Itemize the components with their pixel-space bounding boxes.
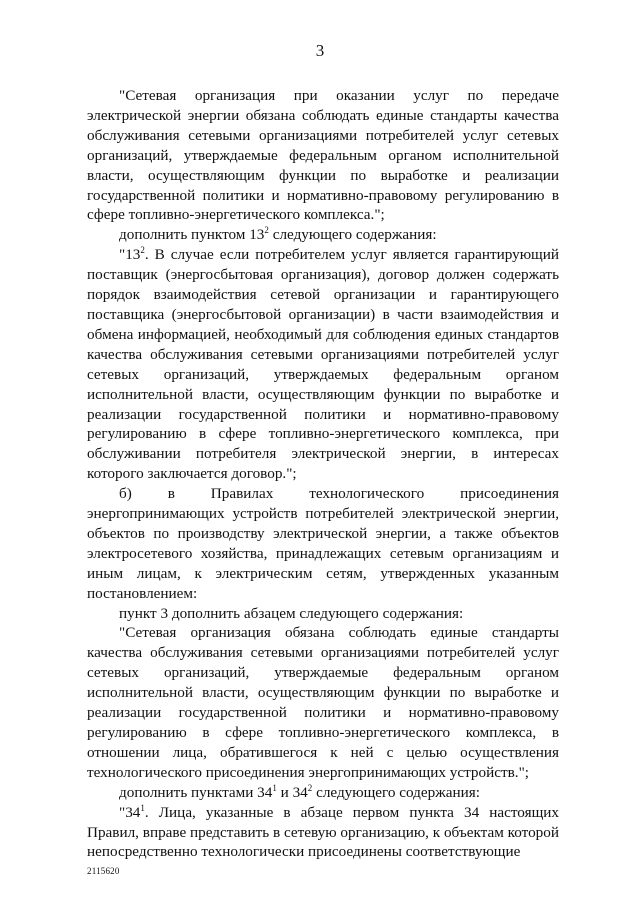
paragraph-text: . Лица, указанные в абзаце первом пункта 34 настоящих Правил, вправе представить в сетевую организацию, к объектам которой непосредственно технологически присоединены соответствующие <box>87 803 559 861</box>
paragraph-text: следующего содержания: <box>312 783 480 801</box>
paragraph-text: следующего содержания: <box>268 226 437 244</box>
superscript: 1 <box>140 802 145 813</box>
paragraph-item-3: пункт 3 дополнить абзацем следующего содержания: <box>119 604 464 622</box>
page-number: 3 <box>315 41 325 60</box>
paragraph-quality-standard: "Сетевая организация обязана соблюдать единые стандарты качества обслуживания сетевыми организациями потребителей услуг сетевых организаций, утверждаемые федеральным органом исполнительной власти, осуществляющим функции по выработке и реализации государственной политики и нормативно-правовому регулированию в сфере топливно-энергетического комплекса, в отношении лица, обратившегося к ней с целью осуществления технологического присоединения энергопринимающих устройств."; <box>87 624 559 781</box>
paragraph-text: и 34 <box>276 783 308 801</box>
document-body <box>87 86 559 862</box>
paragraph-text: дополнить пунктами 34 <box>119 783 273 801</box>
superscript: 1 <box>272 782 277 793</box>
paragraph-add-34 <box>87 783 559 803</box>
paragraph-add-13-2 <box>87 225 559 245</box>
paragraph-text: "34 <box>119 803 141 821</box>
superscript: 2 <box>307 782 313 793</box>
paragraph-grid-standard: "Сетевая организация при оказании услуг по передаче электрической энергии обязана соблюдать единые стандарты качества обслуживания сетевыми организациями потребителей услуг сетевых организаций, утверждаемые федеральным органом исполнительной власти, осуществляющим функции по выработке и реализации государственной политики и нормативно-правовому регулированию в сфере топливно-энергетического комплекса."; <box>87 87 559 224</box>
paragraph-text: . В случае если потребителем услуг является гарантирующий поставщик (энергосбытовая организация), договор должен содержать порядок взаимодействия сетевой организации и гарантирующего поставщика (энергосбытовой организации) в части взаимодействия и обмена информацией, необходимый для соблюдения единых стандартов качества обслуживания сетевыми организациями потребителей услуг сетевых организаций, утверждаемых федеральным органом исполнительной власти, осуществляющим функции по выработке и реализации государственной политики и нормативно-правовому регулированию в сфере топливно-энергетического комплекса, при обслуживании потребителя электрической энергии, в интересах которого заключается договор."; <box>87 246 559 483</box>
superscript: 2 <box>140 245 145 256</box>
superscript: 2 <box>264 225 269 236</box>
paragraph-text: дополнить пунктом 13 <box>119 226 265 244</box>
paragraph-b-rules: б) в Правилах технологического присоединения энергопринимающих устройств потребителей электрической энергии, объектов по производству электрической энергии, а также объектов электросетевого хозяйства, принадлежащих сетевым организациям и иным лицам, к электрическим сетям, утвержденных указанным постановлением: <box>87 485 559 602</box>
paragraph-text: "13 <box>119 246 141 264</box>
document-code: 2115620 <box>87 866 120 876</box>
paragraph-34-1-text <box>87 803 559 863</box>
paragraph-13-2-text <box>87 245 559 484</box>
